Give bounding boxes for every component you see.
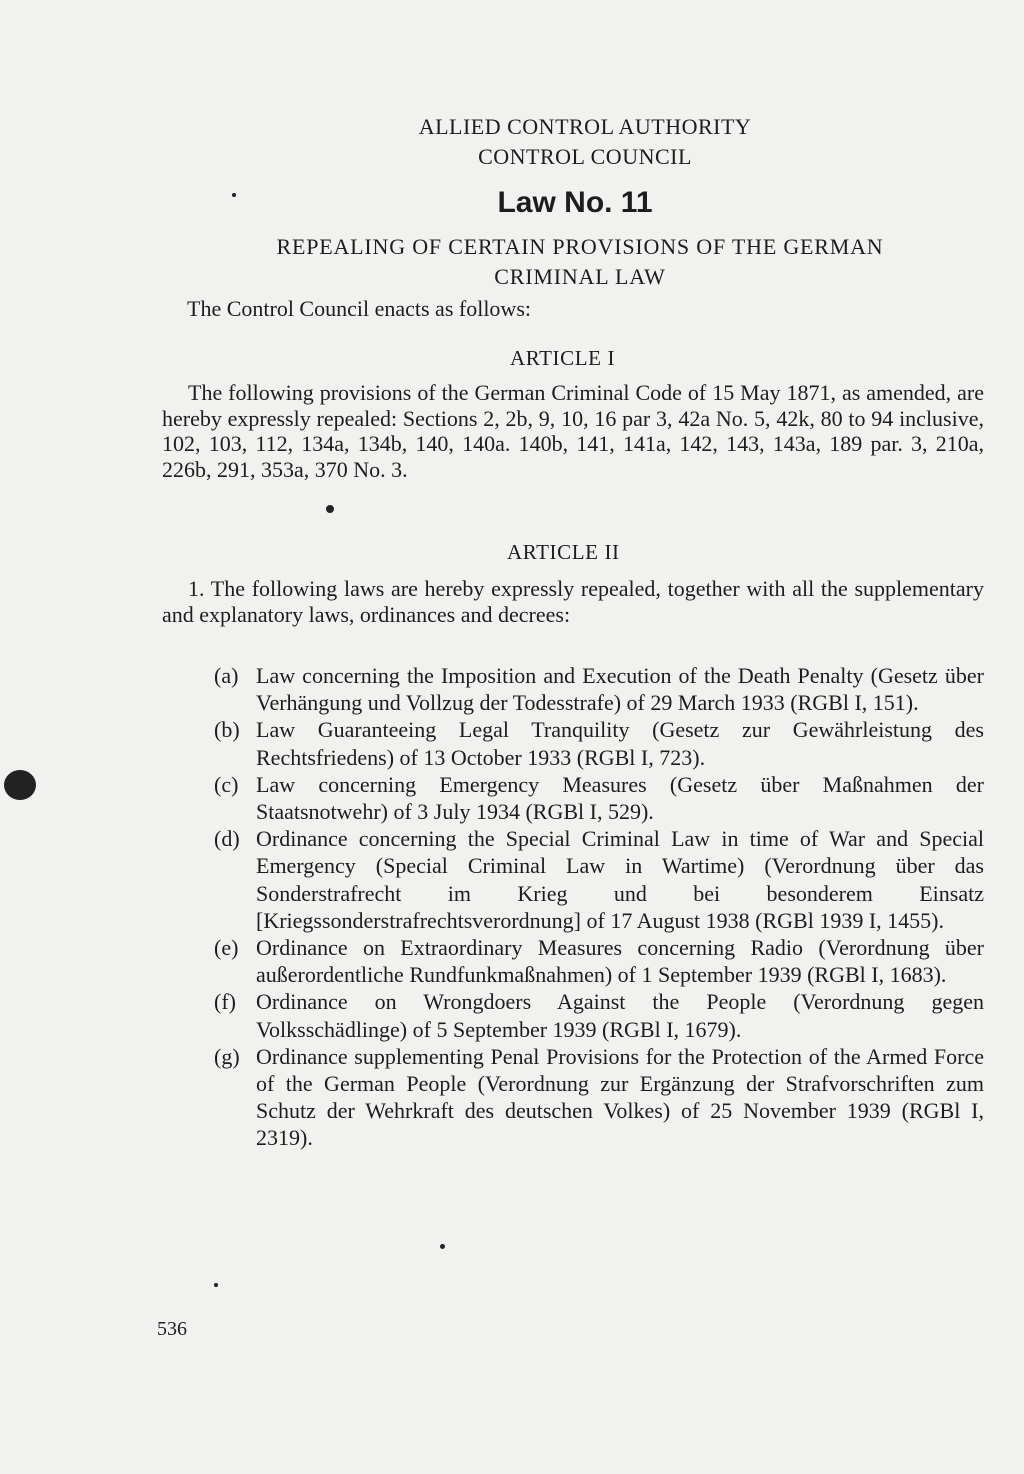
list-item	[214, 716, 984, 770]
list-item	[214, 662, 984, 716]
article-2-intro: 1. The following laws are hereby expressly repealed, together with all the supplementary and explanatory laws, ordinances and decrees:	[162, 576, 984, 627]
page-number: 536	[157, 1318, 187, 1340]
ink-speck	[214, 1283, 218, 1287]
enacting-clause: The Control Council enacts as follows:	[187, 296, 531, 321]
ink-speck	[440, 1244, 445, 1249]
item-label: (g)	[214, 1043, 240, 1069]
list-item	[214, 825, 984, 934]
item-text: Law concerning the Imposition and Execution of the Death Penalty (Gesetz über Verhängung und Vollzug der Todesstrafe) of 29 March 1933 (RGBl I, 151).	[256, 663, 984, 716]
list-item	[214, 1043, 984, 1152]
item-label: (e)	[214, 935, 239, 961]
list-item	[214, 934, 984, 988]
ink-speck	[232, 193, 236, 197]
item-text: Law concerning Emergency Measures (Gesetz über Maßnahmen der Staatsnotwehr) of 3 July 1934 (RGBl I, 529).	[256, 771, 984, 825]
authority-line-2: CONTROL COUNCIL	[478, 144, 692, 169]
subtitle-line-2: CRIMINAL LAW	[494, 264, 666, 289]
law-title: Law No. 11	[497, 186, 653, 219]
item-text: Ordinance concerning the Special Criminal Law in time of War and Special Emergency (Special Criminal Law in Wartime) (Verordnung über das Sonderstrafrecht im Krieg und bei besonderem Einsatz [Kriegssonderstrafrechtsverordnung] of 17 August 1938 (RGBl 1939 I, 1455).	[256, 826, 984, 933]
issuing-authority	[390, 112, 780, 172]
item-text: Law Guaranteeing Legal Tranquility (Gesetz zur Gewährleistung des Rechtsfriedens) of 13 October 1933 (RGBl I, 723).	[256, 717, 984, 770]
item-label: (d)	[214, 826, 240, 852]
item-label: (b)	[214, 717, 240, 743]
item-label: (c)	[214, 771, 239, 797]
law-subtitle	[200, 232, 960, 292]
repealed-laws-list	[214, 662, 984, 1152]
item-label: (f)	[214, 989, 236, 1015]
item-label: (a)	[214, 663, 239, 688]
article-1-heading: ARTICLE I	[510, 346, 616, 370]
article-2-heading: ARTICLE II	[507, 540, 620, 564]
list-item	[214, 988, 984, 1042]
subtitle-line-1: REPEALING OF CERTAIN PROVISIONS OF THE GERMAN	[276, 234, 884, 259]
item-text: Ordinance supplementing Penal Provisions for the Protection of the Armed Force of the German People (Verordnung zur Ergänzung der Strafvorschriften zum Schutz der Wehrkraft des deutschen Volkes) of 25 November 1939 (RGBl I, 2319).	[256, 1043, 984, 1151]
ink-blot	[4, 770, 36, 800]
authority-line-1: ALLIED CONTROL AUTHORITY	[418, 114, 752, 139]
item-text: Ordinance on Extraordinary Measures concerning Radio (Verordnung über außerordentliche Rundfunkmaßnahmen) of 1 September 1939 (RGBl I, 1683).	[256, 935, 984, 988]
article-1-text: The following provisions of the German Criminal Code of 15 May 1871, as amended, are hereby expressly repealed: Sections 2, 2b, 9, 10, 16 par 3, 42a No. 5, 42k, 80 to 94 inclusive, 102, 103, 112, 134a, 134b, 140, 140a. 140b, 141, 141a, 142, 143, 143a, 189 par. 3, 210a, 226b, 291, 353a, 370 No. 3.	[162, 380, 984, 482]
list-item	[214, 771, 984, 825]
ink-speck	[326, 505, 334, 513]
item-text: Ordinance on Wrongdoers Against the People (Verordnung gegen Volksschädlinge) of 5 September 1939 (RGBl I, 1679).	[256, 989, 984, 1042]
